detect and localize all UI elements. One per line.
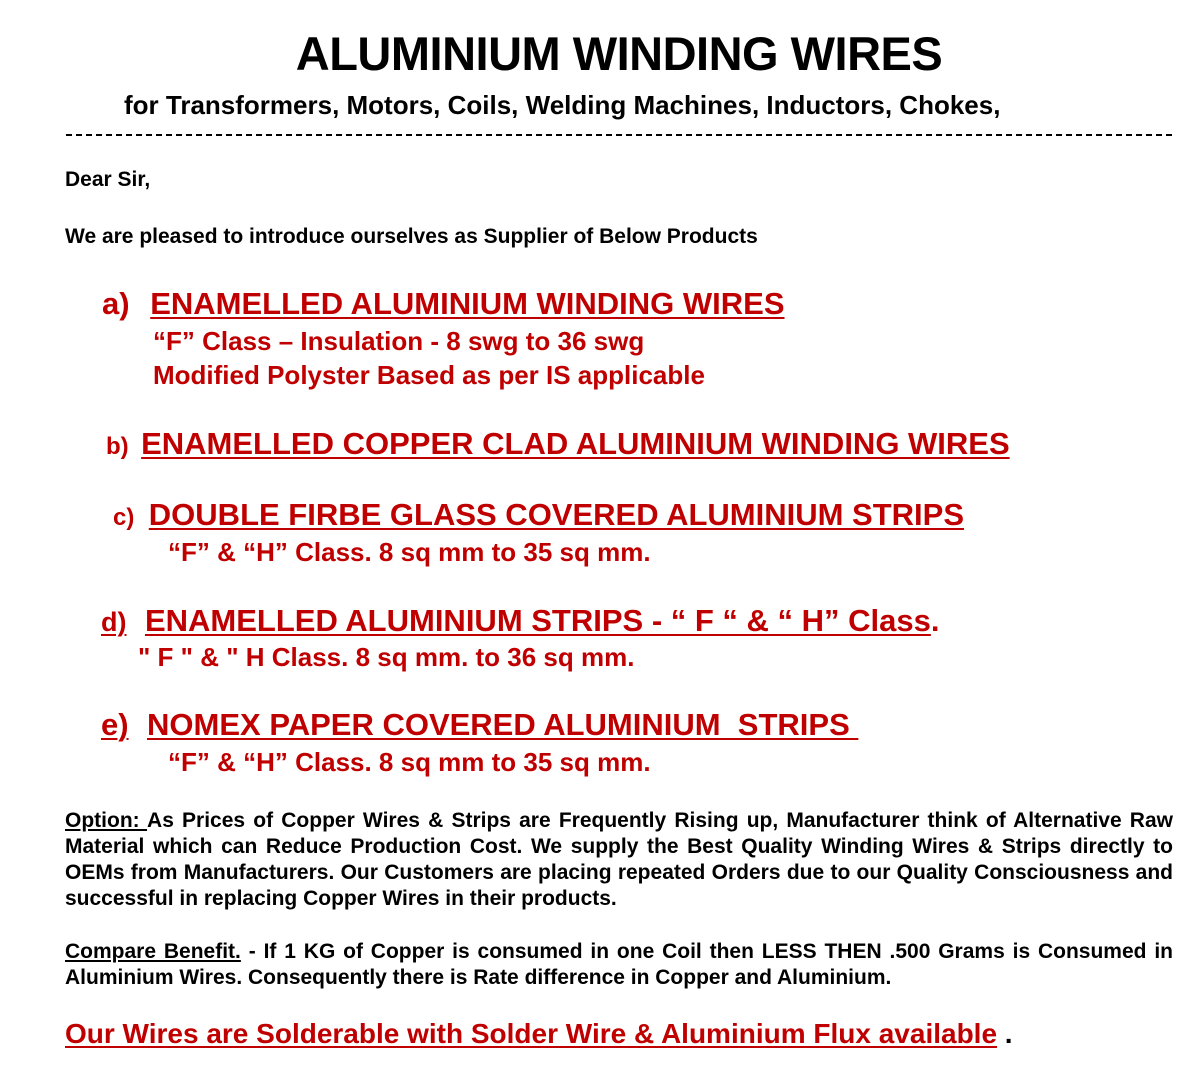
compare-label: Compare Benefit. xyxy=(65,940,241,963)
product-detail: “F” & “H” Class. 8 sq mm to 35 sq mm. xyxy=(168,747,651,777)
product-c xyxy=(113,497,964,533)
product-name: NOMEX PAPER COVERED ALUMINIUM STRIPS xyxy=(147,707,859,742)
product-detail: “F” Class – Insulation - 8 swg to 36 swg xyxy=(153,326,645,356)
page-title: ALUMINIUM WINDING WIRES xyxy=(295,27,943,80)
footer-suffix: . xyxy=(997,1018,1013,1049)
product-b xyxy=(106,426,1010,462)
product-a xyxy=(102,286,785,322)
intro-text: We are pleased to introduce ourselves as Supplier of Below Products xyxy=(65,225,758,248)
compare-paragraph xyxy=(65,939,1173,991)
product-name: ENAMELLED ALUMINIUM STRIPS - “ F “ & “ H” Class xyxy=(144,603,931,638)
option-paragraph xyxy=(65,808,1173,912)
product-marker: c) xyxy=(113,504,135,531)
product-e xyxy=(101,707,858,743)
salutation: Dear Sir, xyxy=(65,168,151,191)
product-detail: " F " & " H Class. 8 sq mm. to 36 sq mm. xyxy=(138,642,635,672)
product-detail: “F” & “H” Class. 8 sq mm to 35 sq mm. xyxy=(168,537,651,567)
option-text: As Prices of Copper Wires & Strips are Frequently Rising up, Manufacturer think of Alternative Raw Material which can Reduce Production Cost. We supply the Best Quality Winding Wires & Strips directly to OEMs from Manufacturers. Our Customers are placing repeated Orders due to our Quality Consciousness and successful in replacing Copper Wires in their products. xyxy=(65,809,1173,910)
footer-text: Our Wires are Solderable with Solder Wire & Aluminium Flux available xyxy=(65,1018,998,1049)
page-subtitle: for Transformers, Motors, Coils, Welding Machines, Inductors, Chokes, xyxy=(124,90,1001,120)
product-name: ENAMELLED ALUMINIUM WINDING WIRES xyxy=(150,286,785,321)
compare-text: - If 1 KG of Copper is consumed in one Coil then LESS THEN .500 Grams is Consumed in Aluminium Wires. Consequently there is Rate difference in Copper and Aluminium. xyxy=(65,940,1173,989)
product-marker: a) xyxy=(102,286,130,321)
product-detail: Modified Polyster Based as per IS applicable xyxy=(153,360,705,390)
product-marker: b) xyxy=(106,433,129,460)
product-marker: e) xyxy=(101,707,129,742)
product-suffix: . xyxy=(930,603,940,638)
product-d xyxy=(101,603,940,639)
product-name: DOUBLE FIRBE GLASS COVERED ALUMINIUM STRIPS xyxy=(148,497,965,532)
product-name: ENAMELLED COPPER CLAD ALUMINIUM WINDING WIRES xyxy=(141,426,1010,461)
footer-note xyxy=(65,1018,1013,1050)
option-label: Option: xyxy=(65,809,148,832)
dashed-divider xyxy=(66,134,1172,136)
product-marker: d) xyxy=(101,607,127,637)
